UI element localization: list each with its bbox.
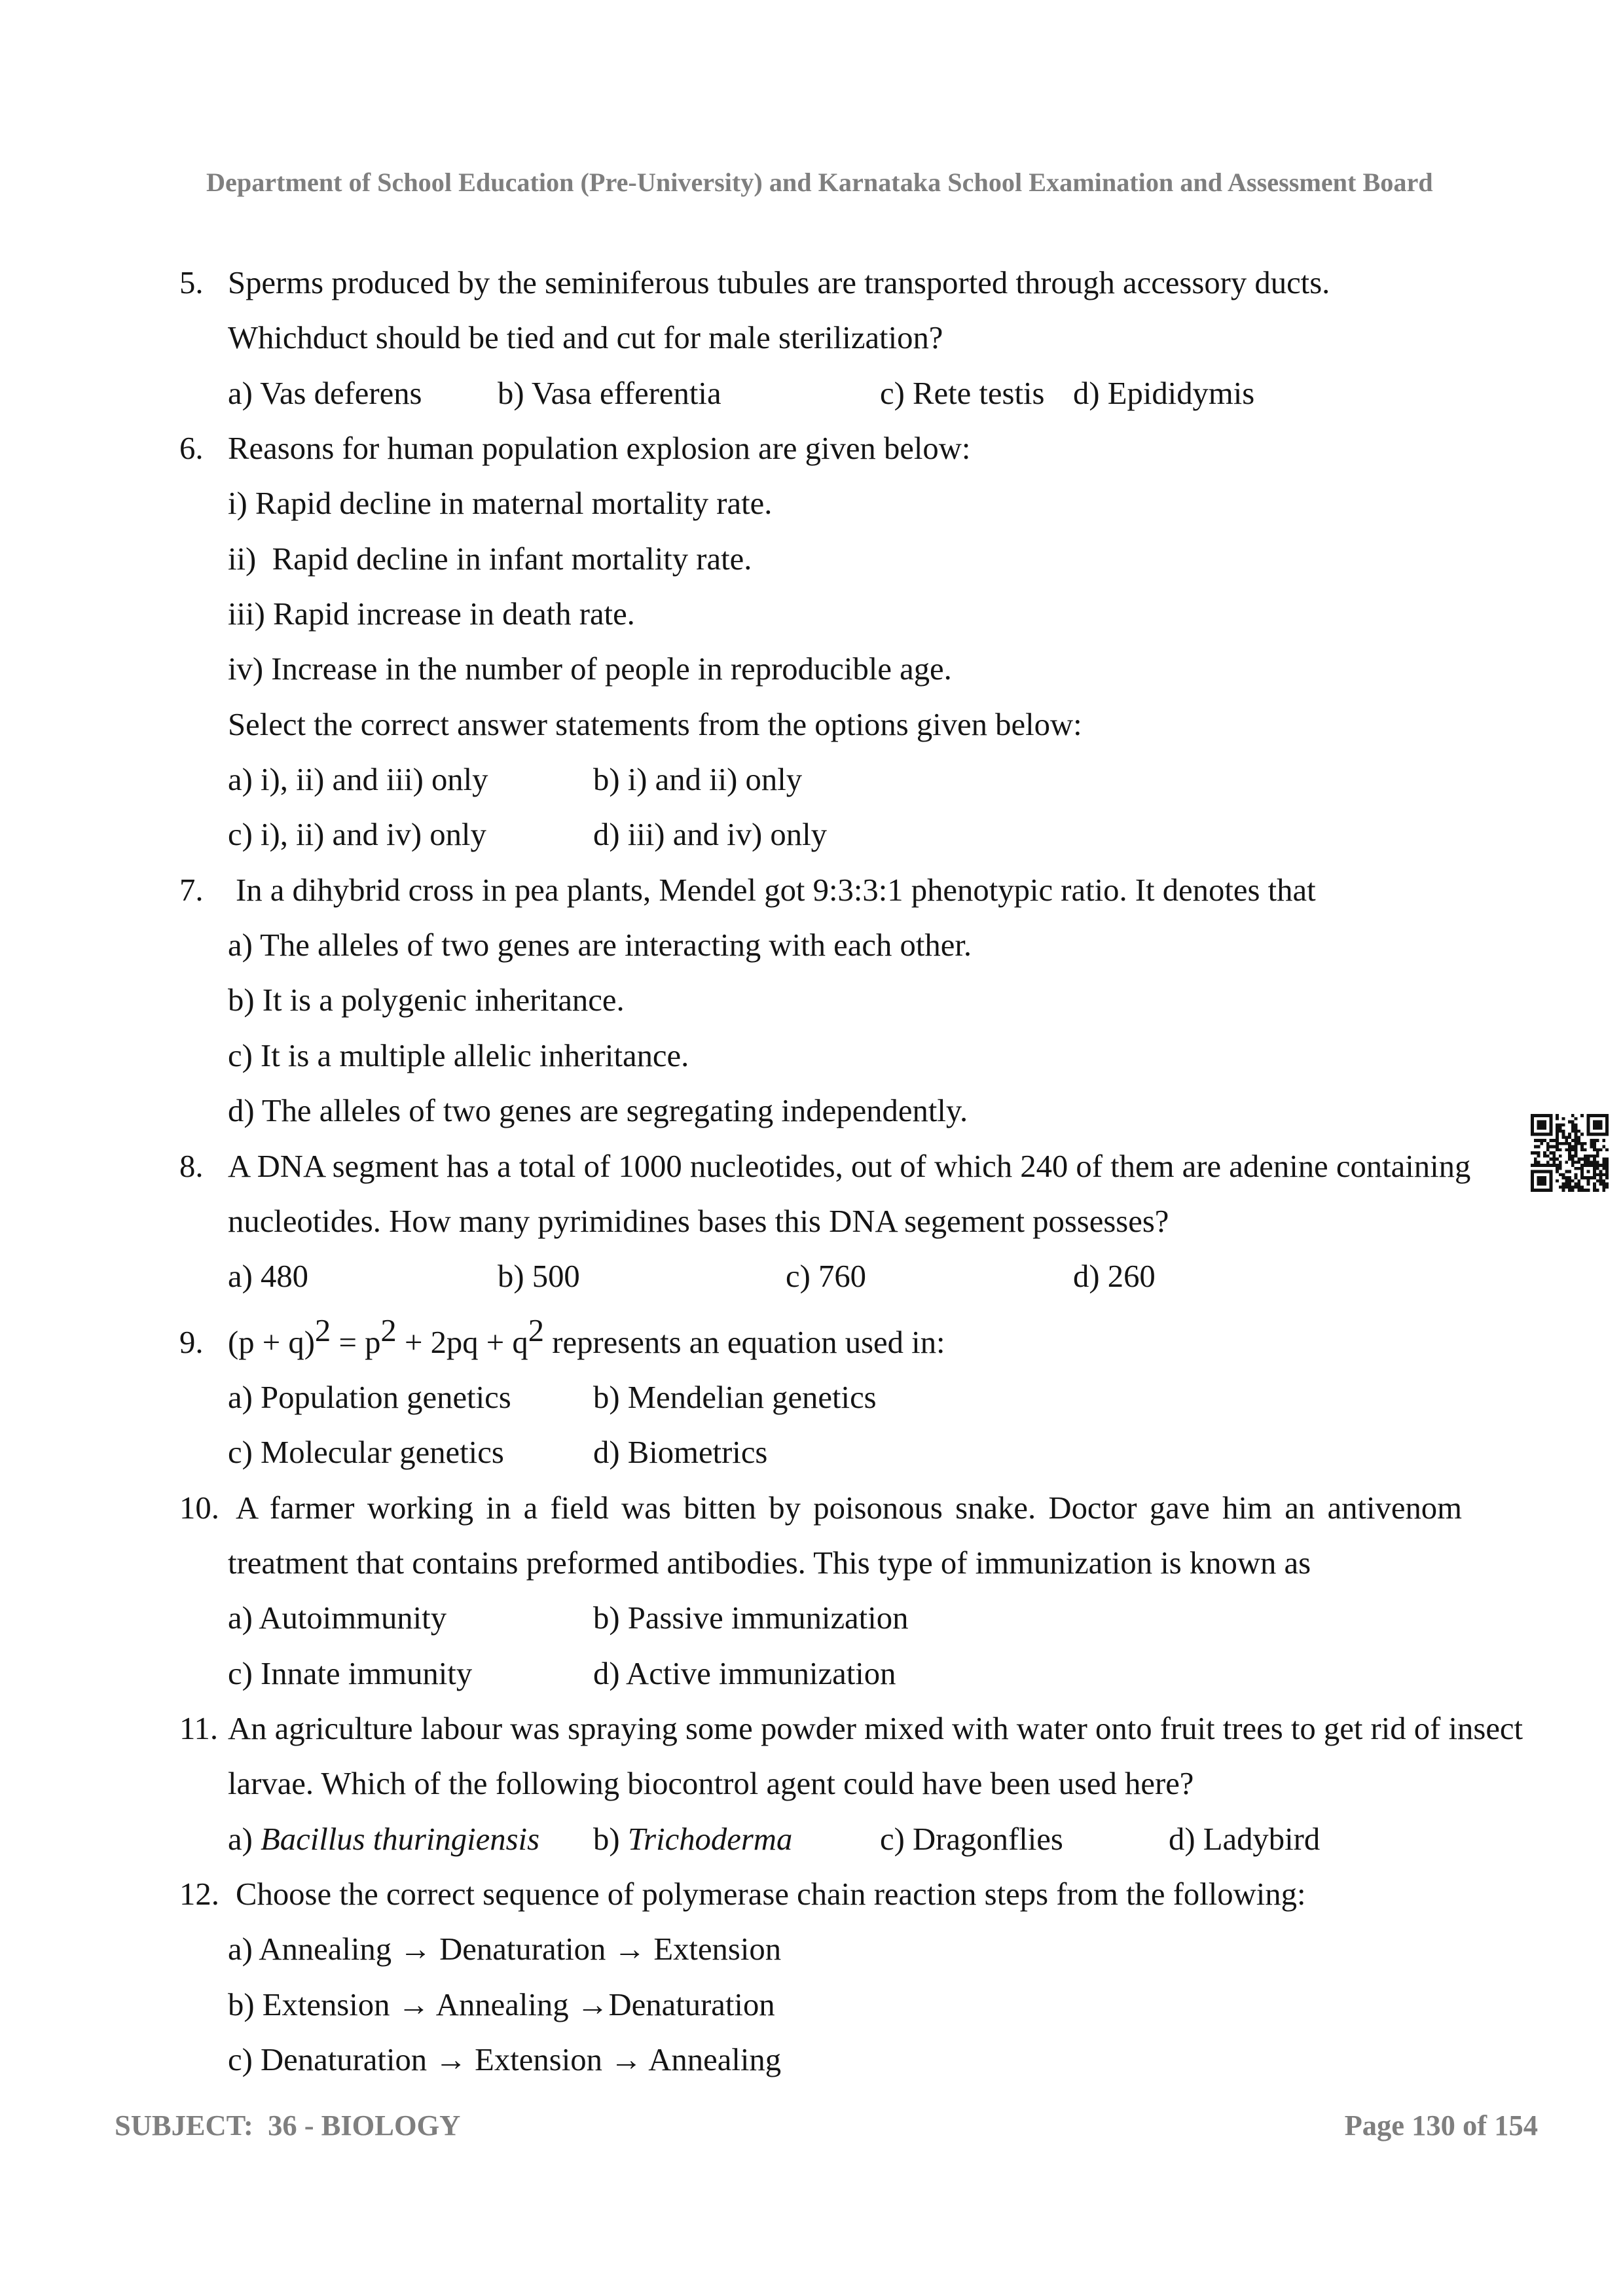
question-10-line-1 bbox=[0, 1480, 1623, 1535]
page-header: Department of School Education (Pre-University) and Karnataka School Examination and Assessment Board bbox=[206, 168, 1433, 197]
option-text: Ladybird bbox=[1203, 1821, 1321, 1857]
question-6-line-1 bbox=[0, 421, 1623, 476]
option-c: c) Rete testis bbox=[880, 375, 1045, 411]
option-c: c) i), ii) and iv) only bbox=[228, 817, 486, 853]
question-7-option-c: c) It is a multiple allelic inheritance. bbox=[228, 1037, 689, 1073]
question-number: 5. bbox=[179, 265, 204, 300]
question-11-line-1 bbox=[0, 1701, 1623, 1756]
option-c: c) Molecular genetics bbox=[228, 1435, 504, 1471]
question-text: An agriculture labour was spraying some powder mixed with water onto fruit trees to get rid of insect bbox=[228, 1710, 1523, 1746]
option-b: b) Passive immunization bbox=[593, 1600, 909, 1636]
question-text: A farmer working in a field was bitten by poisonous snake. Doctor gave him an antivenom bbox=[236, 1490, 1462, 1526]
question-12-line-1 bbox=[0, 1867, 1623, 1922]
question-6-statement-iii: iii) Rapid increase in death rate. bbox=[228, 596, 635, 632]
question-6-options-row-1 bbox=[0, 752, 1623, 807]
formula-exponent-1: 2 bbox=[314, 1312, 331, 1348]
option-text: Dragonflies bbox=[913, 1821, 1063, 1857]
option-a bbox=[228, 1812, 539, 1867]
qr-code-modules bbox=[1531, 1114, 1609, 1192]
question-6-statement-ii: ii) Rapid decline in infant mortality rate. bbox=[228, 541, 752, 577]
question-number: 10. bbox=[179, 1490, 219, 1526]
question-11-line-2: larvae. Which of the following biocontrol agent could have been used here? bbox=[228, 1766, 1194, 1802]
question-6-statement-iv: iv) Increase in the number of people in reproducible age. bbox=[228, 651, 952, 687]
question-5-options bbox=[0, 366, 1623, 421]
question-7-option-d: d) The alleles of two genes are segregating independently. bbox=[228, 1093, 968, 1129]
option-c: c) Innate immunity bbox=[228, 1655, 473, 1691]
option-label: c) bbox=[880, 1821, 905, 1857]
formula-exponent-2: 2 bbox=[380, 1312, 397, 1348]
question-text: represents an equation used in: bbox=[544, 1324, 945, 1360]
option-c: c) 760 bbox=[786, 1259, 867, 1295]
question-9-options-row-2 bbox=[0, 1425, 1623, 1480]
formula-part-2: = p bbox=[331, 1324, 381, 1360]
option-b: b) i) and ii) only bbox=[593, 762, 803, 798]
footer-subject: SUBJECT: 36 - BIOLOGY bbox=[115, 2109, 461, 2142]
option-label: a) bbox=[228, 1821, 253, 1857]
question-number: 12. bbox=[179, 1876, 219, 1912]
question-7-option-a: a) The alleles of two genes are interacting with each other. bbox=[228, 927, 972, 963]
formula-exponent-3: 2 bbox=[528, 1312, 545, 1348]
question-11-options bbox=[0, 1812, 1623, 1867]
question-8-line-1 bbox=[0, 1139, 1623, 1194]
footer-page-number: Page 130 of 154 bbox=[1344, 2109, 1538, 2142]
question-12-option-a: a) Annealing → Denaturation → Extension bbox=[228, 1931, 782, 1967]
question-12-option-b: b) Extension → Annealing →Denaturation bbox=[228, 1986, 775, 2022]
option-text: Trichoderma bbox=[627, 1821, 793, 1857]
question-list bbox=[0, 255, 1623, 2087]
question-9-line-1 bbox=[0, 1312, 1623, 1370]
option-c bbox=[880, 1812, 1063, 1867]
question-5-line-1 bbox=[0, 255, 1623, 310]
question-8-line-2: nucleotides. How many pyrimidines bases this DNA segement possesses? bbox=[228, 1203, 1169, 1239]
question-10-options-row-2 bbox=[0, 1646, 1623, 1701]
question-6-statement-i: i) Rapid decline in maternal mortality rate. bbox=[228, 486, 773, 522]
option-a: a) 480 bbox=[228, 1259, 309, 1295]
question-12-option-c: c) Denaturation → Extension → Annealing bbox=[228, 2042, 782, 2077]
option-a: a) Autoimmunity bbox=[228, 1600, 447, 1636]
formula-part-1: (p + q) bbox=[228, 1324, 315, 1360]
option-b: b) Vasa efferentia bbox=[498, 375, 721, 411]
question-number: 8. bbox=[179, 1148, 204, 1184]
option-d: d) Active immunization bbox=[593, 1655, 896, 1691]
question-6-options-row-2 bbox=[0, 807, 1623, 862]
question-number: 9. bbox=[179, 1324, 204, 1360]
option-b: b) Mendelian genetics bbox=[593, 1379, 877, 1415]
option-d: d) iii) and iv) only bbox=[593, 817, 827, 853]
question-number: 11. bbox=[179, 1710, 219, 1746]
question-7-option-b: b) It is a polygenic inheritance. bbox=[228, 982, 625, 1018]
option-b bbox=[593, 1812, 792, 1867]
question-5-line-2: Whichduct should be tied and cut for male sterilization? bbox=[228, 320, 943, 356]
question-number: 6. bbox=[179, 431, 204, 467]
question-6-instruction: Select the correct answer statements from the options given below: bbox=[228, 706, 1082, 742]
question-9-options-row-1 bbox=[0, 1370, 1623, 1425]
option-d: d) Biometrics bbox=[593, 1435, 768, 1471]
option-text: Bacillus thuringiensis bbox=[261, 1821, 540, 1857]
question-10-line-2: treatment that contains preformed antibodies. This type of immunization is known as bbox=[228, 1545, 1311, 1581]
question-10-options-row-1 bbox=[0, 1590, 1623, 1645]
option-label: d) bbox=[1169, 1821, 1195, 1857]
option-a: a) Population genetics bbox=[228, 1379, 511, 1415]
question-number: 7. bbox=[179, 872, 204, 908]
question-8-options bbox=[0, 1249, 1623, 1304]
option-d: d) 260 bbox=[1073, 1259, 1156, 1295]
option-a: a) Vas deferens bbox=[228, 375, 422, 411]
question-text: Choose the correct sequence of polymerase chain reaction steps from the following: bbox=[236, 1876, 1306, 1912]
option-label: b) bbox=[593, 1821, 620, 1857]
question-text: A DNA segment has a total of 1000 nucleotides, out of which 240 of them are adenine containing bbox=[228, 1148, 1471, 1184]
question-text: Sperms produced by the seminiferous tubules are transported through accessory ducts. bbox=[228, 265, 1330, 300]
qr-code bbox=[1531, 1114, 1609, 1192]
option-b: b) 500 bbox=[498, 1259, 580, 1295]
formula-part-3: + 2pq + q bbox=[396, 1324, 528, 1360]
option-a: a) i), ii) and iii) only bbox=[228, 762, 488, 798]
question-7-line-1 bbox=[0, 863, 1623, 918]
question-text: In a dihybrid cross in pea plants, Mendel got 9:3:3:1 phenotypic ratio. It denotes that bbox=[236, 872, 1316, 908]
option-d: d) Epididymis bbox=[1073, 375, 1255, 411]
question-text: Reasons for human population explosion are given below: bbox=[228, 431, 971, 467]
option-d bbox=[1169, 1812, 1320, 1867]
